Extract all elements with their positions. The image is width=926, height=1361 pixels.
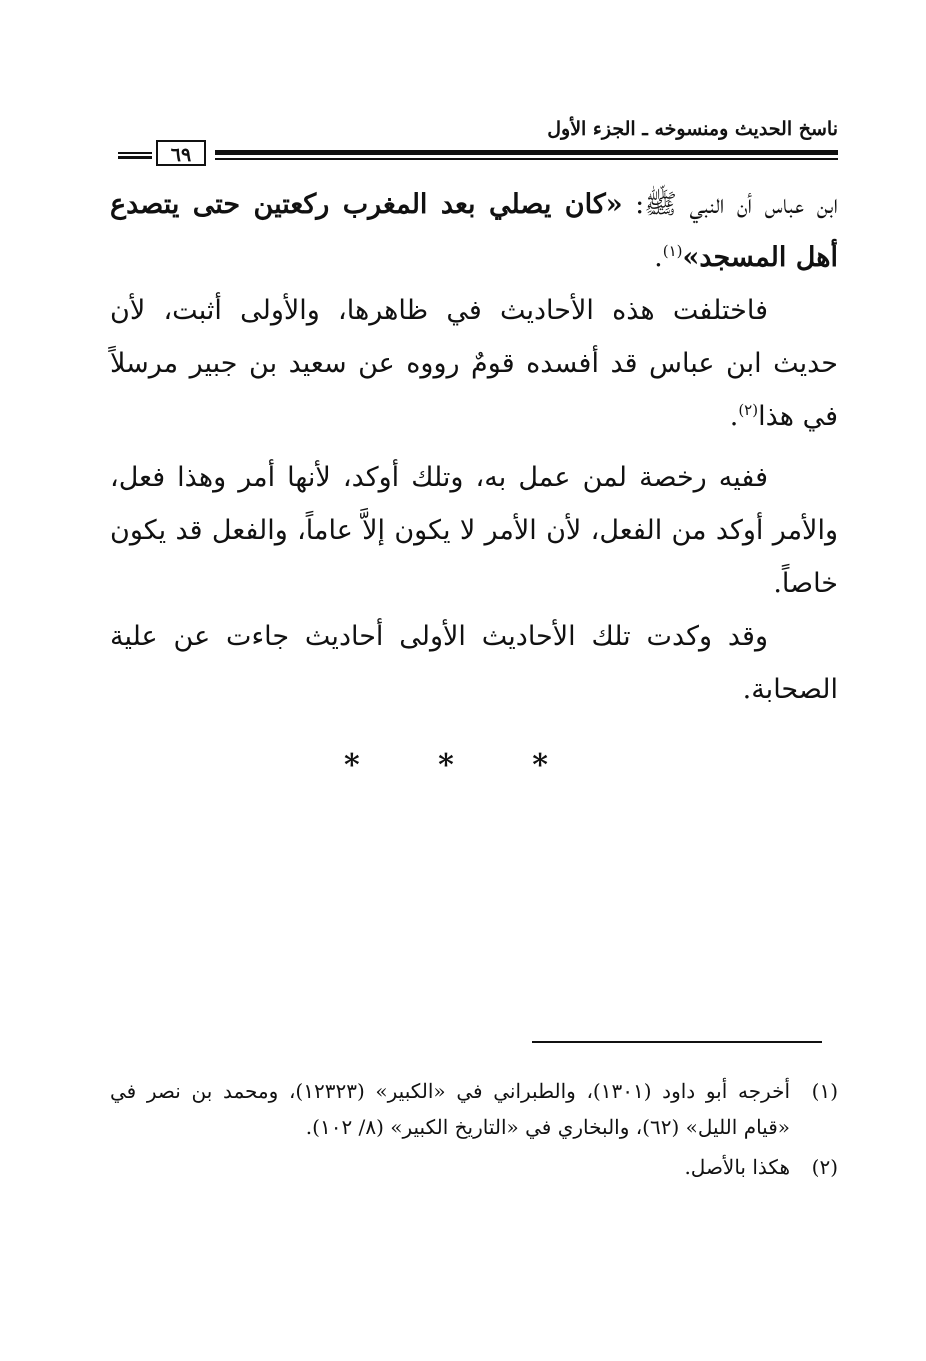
footnotes — [110, 1073, 838, 1185]
footnote-1-text: أخرجه أبو داود (١٣٠١)، والطبراني في «الكبير» (١٢٣٢٣)، ومحمد بن نصر في «قيام الليل» (٦٢)، والبخاري في «التاريخ الكبير» (٨/ ١٠٢). — [110, 1079, 791, 1139]
footnote-2-number: (٢) — [811, 1155, 838, 1179]
main-text — [110, 178, 838, 716]
footnote-2 — [110, 1149, 838, 1185]
footnote-ref-1: (١) — [662, 242, 683, 260]
footnote-1-number: (١) — [811, 1079, 838, 1103]
paragraph-4: وقد وكدت تلك الأحاديث الأولى أحاديث جاءت عن علية الصحابة. — [110, 621, 838, 705]
footnote-ref-2: (٢) — [738, 401, 759, 419]
page-number: ٦٩ — [156, 140, 206, 166]
paragraph-3: ففيه رخصة لمن عمل به، وتلك أوكد، لأنها أمر وهذا فعل، والأمر أوكد من الفعل، لأن الأمر لا يكون إلاَّ عاماً، والفعل قد يكون خاصاً. — [110, 462, 838, 599]
paragraph-1-intro: ابن عباس أن النبي ﷺ: — [622, 189, 838, 220]
running-title: ناسخ الحديث ومنسوخه ـ الجزء الأول — [547, 118, 838, 140]
header-rule-thick — [215, 150, 838, 155]
header-rule-left — [118, 152, 152, 159]
paragraph-2-text: فاختلفت هذه الأحاديث في ظاهرها، والأولى أثبت، لأن حديث ابن عباس قد أفسده قومٌ رووه عن سعيد بن جبير مرسلاً في هذا — [110, 295, 838, 432]
header-rule-thin — [215, 158, 838, 160]
paragraph-1 — [110, 178, 838, 284]
footnote-rule — [532, 1041, 822, 1043]
hadith-quote: «كان يصلي بعد المغرب ركعتين حتى يتصدع أهل المسجد» — [110, 189, 838, 273]
section-separator: * * * — [344, 748, 582, 783]
footnote-1 — [110, 1073, 838, 1145]
paragraph-1-end: . — [654, 242, 663, 273]
footnote-2-text: هكذا بالأصل. — [684, 1155, 790, 1179]
paragraph-2-end: . — [729, 401, 739, 432]
paragraph-2 — [110, 284, 838, 443]
